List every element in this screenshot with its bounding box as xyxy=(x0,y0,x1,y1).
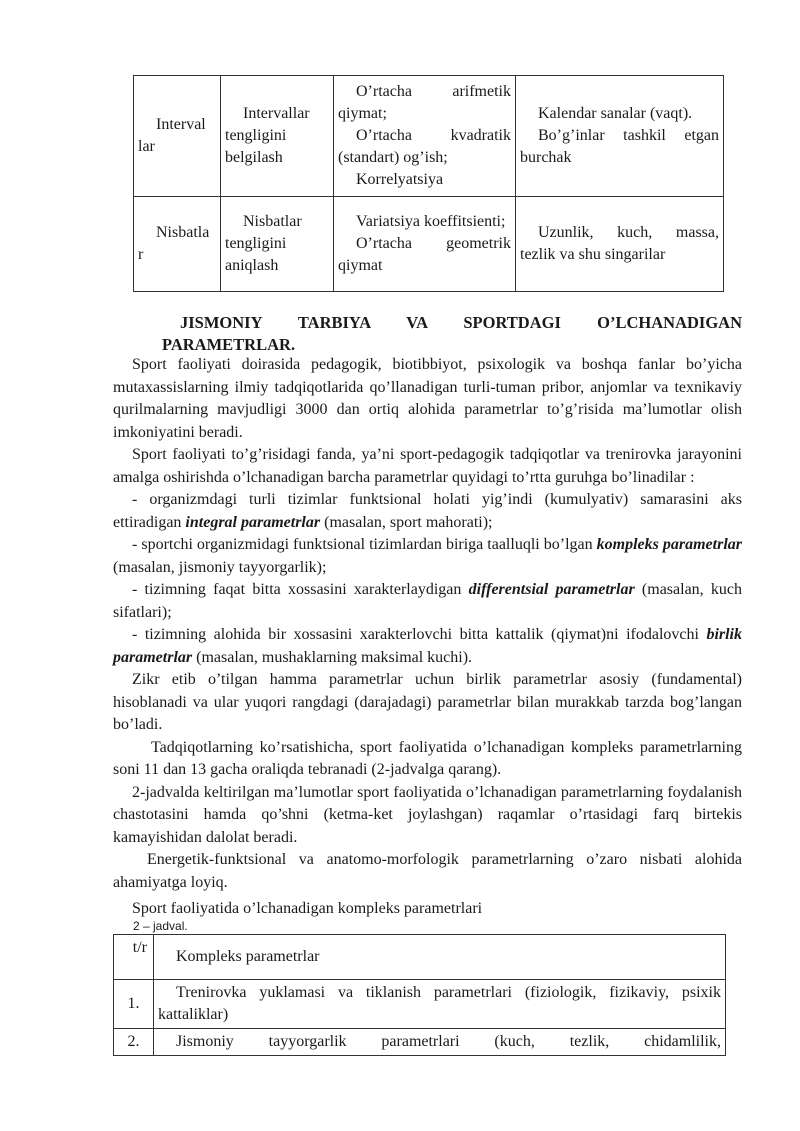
table-row xyxy=(134,197,724,292)
column-header-number: t/r xyxy=(114,935,154,980)
term-integral: integral parametrlar xyxy=(185,513,321,531)
section-heading: JISMONIY TARBIYA VA SPORTDAGI O’LCHANADIGAN PARAMETRLAR. xyxy=(162,313,742,354)
column-header-label: Kompleks parametrlar xyxy=(154,935,726,980)
scale-statistics-cell: Variatsiya koeffitsienti; O’rtacha geometrik qiymat xyxy=(334,197,516,292)
term-differentsial: differentsial parametrlar xyxy=(468,581,635,598)
row-text: Jismoniy tayyorgarlik parametrlari (kuch, tezlik, chidamlilik, xyxy=(154,1029,726,1056)
scale-examples-cell: Kalendar sanalar (vaqt). Bo’g’inlar tashkil etgan burchak xyxy=(516,76,724,197)
paragraph: 2-jadvalda keltirilgan ma’lumotlar sport faoliyatida o’lchanadigan parametrlarning foydalanish chastotasini hamda qo’shni (ketma-ket joylashgan) raqamlar o’rtasidagi farq birtekis kamayishidan dalolat beradi. xyxy=(113,783,742,846)
bullet-differentsial: - tizimning faqat bitta xossasini xarakterlaydigan differentsial parametrlar (masalan, kuch sifatlari); xyxy=(113,581,742,621)
table-caption: Sport faoliyatida o’lchanadigan kompleks parametrlari xyxy=(132,900,483,917)
table-row xyxy=(134,76,724,197)
row-number: 1. xyxy=(114,980,154,1029)
measurement-scales-table xyxy=(133,75,724,292)
row-text: Trenirovka yuklamasi va tiklanish parametrlari (fiziologik, fizikaviy, psixik kattaliklar) xyxy=(154,980,726,1029)
scale-examples-cell: Uzunlik, kuch, massa, tezlik va shu singarilar xyxy=(516,197,724,292)
paragraph: Tadqiqotlarning ko’rsatishicha, sport faoliyatida o’lchanadigan kompleks parametrlarning soni 11 dan 13 gacha oraliqda tebranadi (2-jadvalga qarang). xyxy=(113,738,742,778)
paragraph: Sport faoliyati doirasida pedagogik, biotibbiyot, psixologik va boshqa fanlar bo’yicha mutaxassislarning ilmiy tadqiqotlarida qo’llanadigan turli-tuman pribor, anjomlar va texnikaviy qurilmalarning mavjudligi 3000 dan ortiq alohida parametrlar to’g’risida ma’lumotlar olish imkoniyatini beradi. xyxy=(113,356,742,441)
bullet-birlik: - tizimning alohida bir xossasini xarakterlovchi bitta kattalik (qiymat)ni ifodalovchi birlik parametrlar (masalan, mushaklarning maksimal kuchi). xyxy=(113,626,742,666)
scale-purpose-cell: Nisbatlar tengligini aniqlash xyxy=(221,197,334,292)
table-number-label: 2 – jadval. xyxy=(133,919,188,933)
paragraph: Energetik-funktsional va anatomo-morfologik parametrlarning o’zaro nisbati alohida ahamiyatga loyiq. xyxy=(113,851,742,891)
body-text xyxy=(113,354,742,894)
row-number: 2. xyxy=(114,1029,154,1056)
scale-name-cell: Interval lar xyxy=(134,76,221,197)
term-kompleks: kompleks parametrlar xyxy=(596,536,742,553)
complex-parameters-table xyxy=(113,934,726,1056)
bullet-kompleks: - sportchi organizmidagi funktsional tizimlardan biriga taalluqli bo’lgan kompleks parametrlar (masalan, jismoniy tayyorgarlik); xyxy=(113,536,742,576)
scale-name-cell: Nisbatla r xyxy=(134,197,221,292)
table-header-row xyxy=(114,935,726,980)
scale-purpose-cell: Intervallar tengligini belgilash xyxy=(221,76,334,197)
bullet-integral: - organizmdagi turli tizimlar funktsional holati yig’indi (kumulyativ) samarasini aks ettiradigan integral parametrlar (masalan, sport mahorati); xyxy=(113,491,742,531)
term-birlik: birlik parametrlar xyxy=(113,626,742,666)
paragraph: Zikr etib o’tilgan hamma parametrlar uchun birlik parametrlar asosiy (fundamental) hisoblanadi va ular yuqori rangdagi (darajadagi) parametrlar bilan murakkab tarzda bog’langan bo’ladi. xyxy=(113,671,742,733)
scale-statistics-cell: O’rtacha arifmetik qiymat; O’rtacha kvadratik (standart) og’ish; Korrelyatsiya xyxy=(334,76,516,197)
table-row xyxy=(114,1029,726,1056)
paragraph: Sport faoliyati to’g’risidagi fanda, ya’ni sport-pedagogik tadqiqotlar va trenirovka jarayonini amalga oshirishda o’lchanadigan barcha parametrlar quyidagi to’rtta guruhga bo’linadilar : xyxy=(113,446,742,486)
table-row xyxy=(114,980,726,1029)
